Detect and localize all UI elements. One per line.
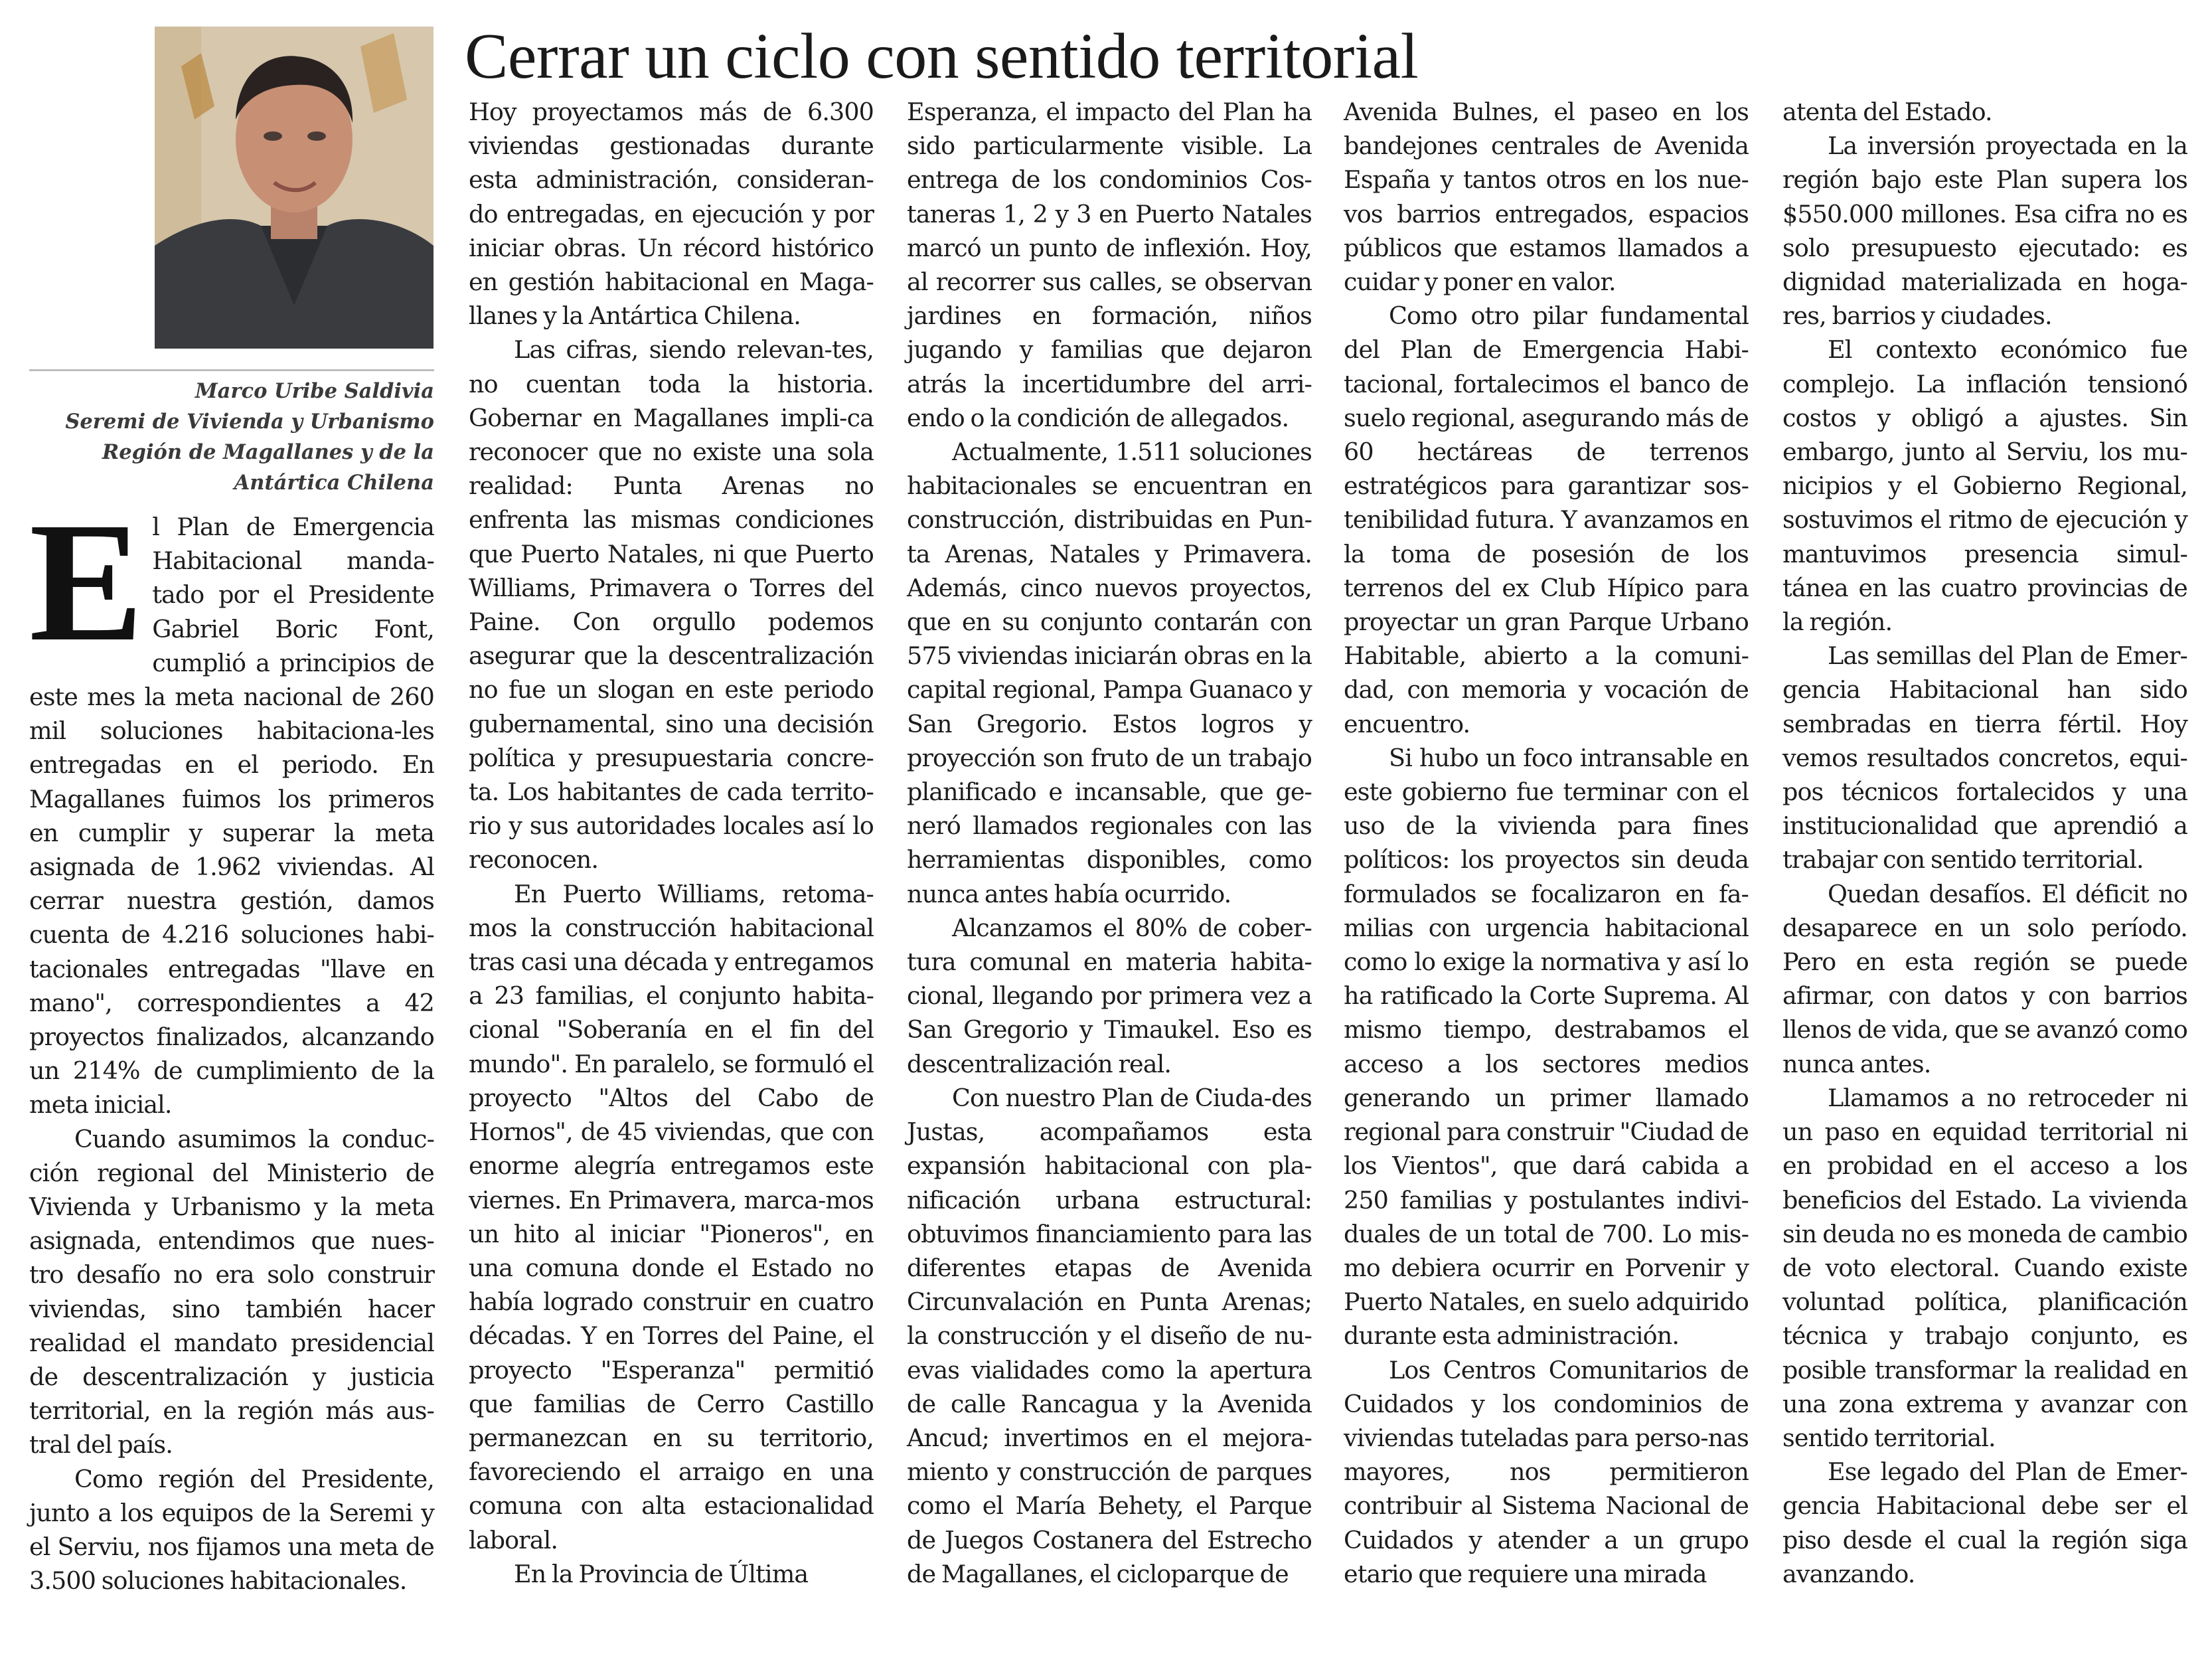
paragraph: Como región del Presidente, junto a los equipos de la Seremi y el Serviu, nos fijamos una meta de 3.500 soluciones habitacionales. [29,1464,434,1596]
article-title: Cerrar un ciclo con sentido territorial [465,21,1419,92]
drop-cap: E [29,487,143,677]
author-role-line2: Región de Magallanes y de la [102,440,434,464]
paragraph: Esperanza, el impacto del Plan ha sido particularmente visible. La entrega de los condominios Cos-taneras 1, 2 y 3 en Puerto Natales marcó un punto de inflexión. Hoy, al recorrer sus calles, se observan jardines en formación, niños jugando y familias que dejaron atrás la incertidumbre del arri-endo o la condición de allegados. [907,98,1312,432]
paragraph: Con nuestro Plan de Ciuda-des Justas, acompañamos esta expansión habitacional con pla-nificación urbana estructural: obtuvimos financiamiento para las diferentes etapas de Avenida Circunvalación en Punta Arenas; la construcción y el diseño de nu-evas vialidades como la apertura de calle Rancagua y la Avenida Ancud; invertimos en el mejora-miento y construcción de parques como el María Behety, el Parque de Juegos Costanera del Estrecho de Magallanes, el cicloparque de [907,1083,1312,1588]
paragraph: Actualmente, 1.511 soluciones habitacionales se encuentran en construcción, distribuidas en Pun-ta Arenas, Natales y Primavera. Además, cinco nuevos proyectos, que en su conjunto contarán con 575 viviendas iniciarán obras en la capital regional, Pampa Guanaco y San Gregorio. Estos logros y proyección son fruto de un trabajo planificado e incansable, que ge-neró llamados regionales con las herramientas disponibles, como nunca antes había ocurrido. [907,438,1312,908]
paragraph: Las semillas del Plan de Emer-gencia Habitacional han sido sembradas en tierra fértil. Hoy vemos resultados concretos, equi-pos técnicos fortalecidos y una institucionalidad que aprendió a trabajar con sentido territorial. [1782,641,2187,874]
paragraph: Cuando asumimos la conduc-ción regional del Ministerio de Vivienda y Urbanismo y la meta asignada, entendimos que nues-tro desafío no era solo construir viviendas, sino también hacer realidad el mandato presidencial de descentralización y justicia territorial, en la región más aus-tral del país. [29,1124,434,1459]
paragraph: El Plan de Emergencia Habitacional manda-tado por el Presidente Gabriel Boric Font, cumplió a principios de este mes la meta nacional de 260 mil soluciones habitaciona-les entregadas en el periodo. En Magallanes fuimos los primeros en cumplir y superar la meta asignada de 1.962 viviendas. Al cerrar nuestra gestión, damos cuenta de 4.216 soluciones habi-tacionales entregadas "llave en mano", correspondientes a 42 proyectos finalizados, alcanzando un 214% de cumplimiento de la meta inicial. [29,487,434,1120]
text-column-3 [907,95,1312,1591]
paragraph: Hoy proyectamos más de 6.300 viviendas gestionadas durante esta administración, consideran-do entregadas, en ejecución y por iniciar obras. Un récord histórico en gestión habitacional en Maga-llanes y la Antártica Chilena. [469,98,874,331]
text-column-1 [29,487,434,1598]
author-role-line1: Seremi de Vivienda y Urbanismo [65,410,434,434]
paragraph: El contexto económico fue complejo. La inflación tensionó costos y obligó a ajustes. Sin embargo, junto al Serviu, los mu-nicipios y el Gobierno Regional, sostuvimos el ritmo de ejecución y mantuvimos presencia simul-tánea en las cuatro provincias de la región. [1782,335,2187,637]
paragraph: Quedan desafíos. El déficit no desaparece en un solo período. Pero en esta región se puede afirmar, con datos y con barrios llenos de vida, que se avanzó como nunca antes. [1782,879,2187,1078]
photo-divider [29,369,434,371]
paragraph: Si hubo un foco intransable en este gobierno fue terminar con el uso de la vivienda para fines políticos: los proyectos sin deuda formulados se focalizaron en fa-milias con urgencia habitacional como lo exige la normativa y así lo ha ratificado la Corte Suprema. Al mismo tiempo, destrabamos el acceso a los sectores medios generando un primer llamado regional para construir "Ciudad de los Vientos", que dará cabida a 250 familias y postulantes indivi-duales de un total de 700. Lo mis-mo debiera ocurrir en Porvenir y Puerto Natales, en suelo adquirido durante esta administración. [1344,743,1749,1351]
paragraph: Ese legado del Plan de Emer-gencia Habitacional debe ser el piso desde el cual la región siga avanzando. [1782,1457,2187,1588]
author-byline [29,376,434,498]
paragraph: Avenida Bulnes, el paseo en los bandejones centrales de Avenida España y tantos otros en los nue-vos barrios entregados, espacios públicos que estamos llamados a cuidar y poner en valor. [1344,98,1749,297]
paragraph: atenta del Estado. [1782,98,1992,126]
paragraph: Las cifras, siendo relevan-tes, no cuentan toda la historia. Gobernar en Magallanes impli-ca reconocer que no existe una sola realidad: Punta Arenas no enfrenta las mismas condiciones que Puerto Natales, ni que Puerto Williams, Primavera o Torres del Paine. Con orgullo podemos asegurar que la descentralización no fue un slogan en este periodo gubernamental, sino una decisión política y presupuestaria concre-ta. Los habitantes de cada territo-rio y sus autoridades locales así lo reconocen. [469,335,874,874]
paragraph: Como otro pilar fundamental del Plan de Emergencia Habi-tacional, fortalecimos el banco de suelo regional, asegurando más de 60 hectáreas de terrenos estratégicos para garantizar sos-tenibilidad futura. Y avanzamos en la toma de posesión de los terrenos del ex Club Hípico para proyectar un gran Parque Urbano Habitable, abierto a la comuni-dad, con memoria y vocación de encuentro. [1344,301,1749,738]
author-role-line3: Antártica Chilena [234,471,434,495]
text-column-4 [1344,95,1749,1591]
paragraph: En Puerto Williams, retoma-mos la construcción habitacional tras casi una década y entregamos a 23 familias, el conjunto habita-cional "Soberanía en el fin del mundo". En paralelo, se formuló el proyecto "Altos del Cabo de Hornos", de 45 viviendas, que con enorme alegría entregamos este viernes. En Primavera, marca-mos un hito al iniciar "Pioneros", en una comuna donde el Estado no había logrado construir en cuatro décadas. Y en Torres del Paine, el proyecto "Esperanza" permitió que familias de Cerro Castillo permanezcan en su territorio, favoreciendo el arraigo en una comuna con alta estacionalidad laboral. [469,879,874,1554]
paragraph: En la Provincia de Última [514,1559,809,1588]
author-name: Marco Uribe Saldivia [195,379,434,403]
paragraph: Alcanzamos el 80% de cober-tura comunal en materia habita-cional, llegando por primera vez a San Gregorio y Timaukel. Eso es descentralización real. [907,913,1312,1078]
text-column-5 [1782,95,2187,1591]
paragraph: Los Centros Comunitarios de Cuidados y los condominios de viviendas tuteladas para perso-nas mayores, nos permitieron contribuir al Sistema Nacional de Cuidados y atender a un grupo etario que requiere una mirada [1344,1355,1749,1588]
text-column-2 [469,95,874,1591]
author-portrait-icon [155,27,434,349]
paragraph: Llamamos a no retroceder ni un paso en equidad territorial ni en probidad en el acceso a los beneficios del Estado. La vivienda sin deuda no es moneda de cambio de voto electoral. Cuando existe voluntad política, planificación técnica y trabajo conjunto, es posible transformar la realidad en una zona extrema y avanzar con sentido territorial. [1782,1083,2187,1452]
paragraph: La inversión proyectada en la región bajo este Plan supera los $550.000 millones. Esa cifra no es solo presupuesto ejecutado: es dignidad materializada en hoga-res, barrios y ciudades. [1782,131,2187,331]
author-photo [155,27,434,349]
